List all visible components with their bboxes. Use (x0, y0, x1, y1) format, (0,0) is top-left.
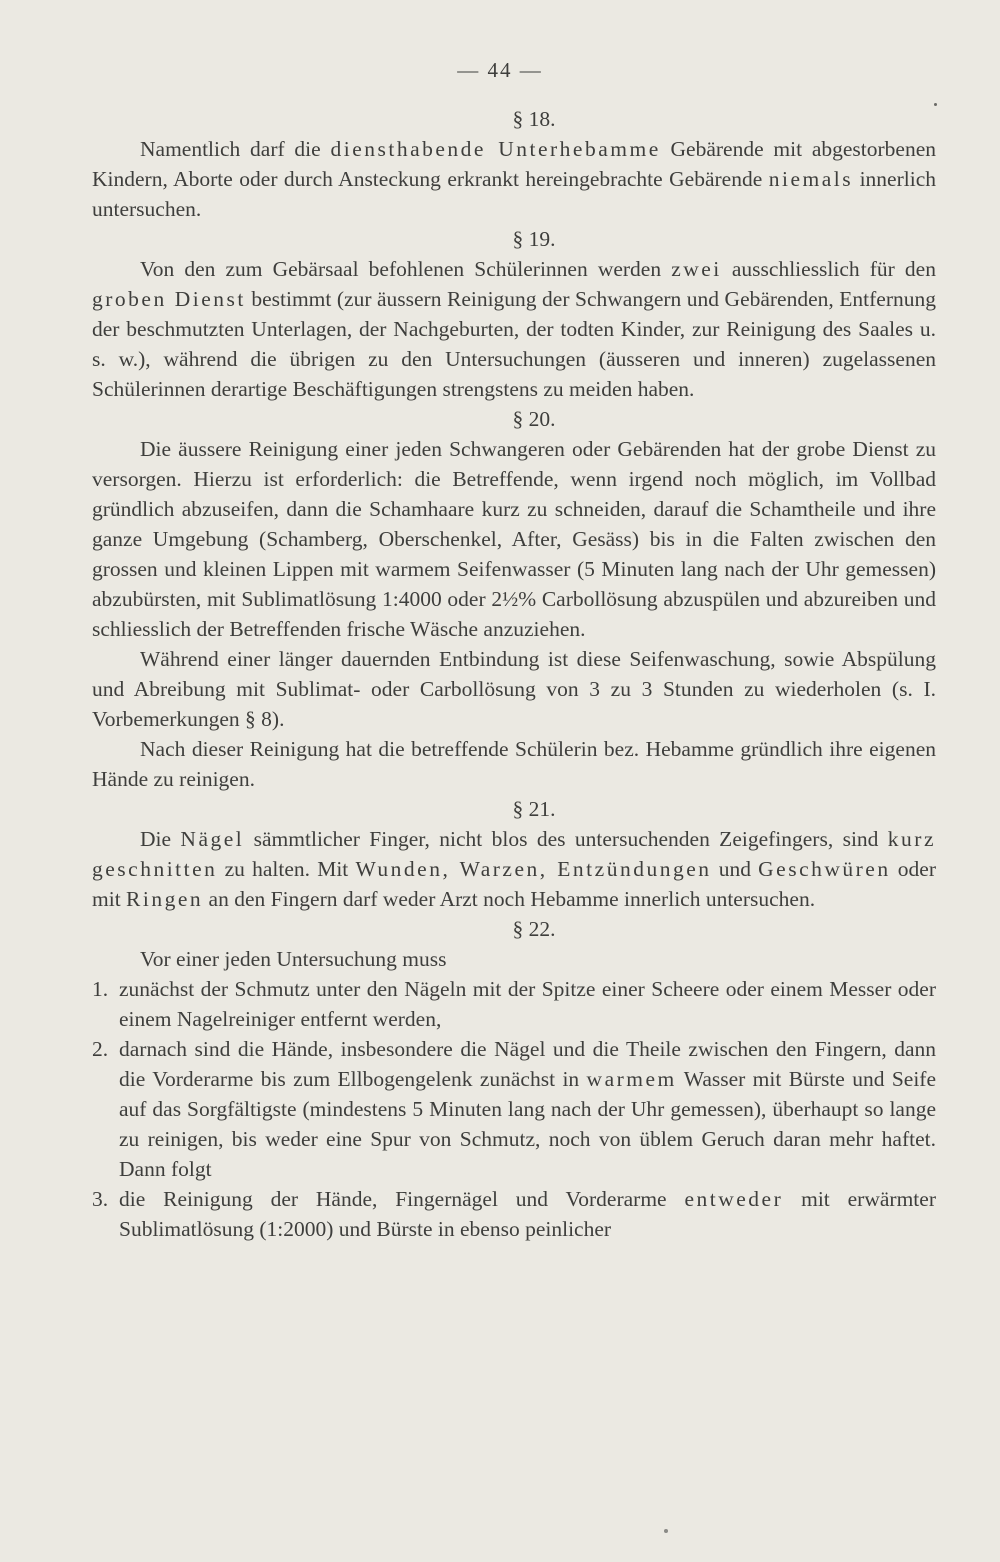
emphasis-text: kurz geschnitten (92, 827, 936, 881)
emphasis-text: groben Dienst (92, 287, 246, 311)
speck-mark (664, 1529, 668, 1533)
numbered-list (92, 974, 936, 1244)
emphasis-text: Nägel (180, 827, 245, 851)
list-item: 1. zunächst der Schmutz unter den Nägeln mit der Spitze einer Scheere oder einem Messer oder einem Nagelreiniger entfernt werden, (92, 974, 936, 1034)
list-number: 1. (92, 977, 109, 1001)
list-item: 2. darnach sind die Hände, insbesondere die Nägel und die Theile zwischen den Fingern, dann die Vorderarme bis zum Ellbogengelenk zunächst in warmem Wasser mit Bürste und Seife auf das Sorgfältigste (mindestens 5 Minuten lang nach der Uhr gemessen), überhaupt so lange zu reinigen, bis weder eine Spur von Schmutz, noch von üblem Geruch daran mehr haftet. Dann folgt (92, 1034, 936, 1184)
paragraph-22-intro: Vor einer jeden Untersuchung muss (140, 947, 447, 971)
paragraph-21: Die Nägel sämmtlicher Finger, nicht blos des untersuchenden Zeigefingers, sind kurz geschnitten zu halten. Mit Wunden, Warzen, Entzündungen und Geschwüren oder mit Ringen an den Fingern darf weder Arzt noch Hebamme innerlich untersuchen. (92, 827, 937, 911)
paragraph-19: Von den zum Gebärsaal befohlenen Schülerinnen werden zwei ausschliesslich für den groben Dienst bestimmt (zur äussern Reinigung der Schwangern und Gebärenden, Entfernung der beschmutzten Unterlagen, der Nachgeburten, der todten Kinder, zur Reinigung des Saales u. s. w.), während die übrigen zu den Untersuchungen (äusseren und inneren) zugelassenen Schülerinnen derartige Beschäftigungen strengstens zu meiden haben. (92, 257, 936, 401)
section-heading-21: § 21. (512, 797, 556, 821)
emphasis-text: diensthabende Unterhebamme (330, 137, 661, 161)
emphasis-text: Wunden, Warzen, Entzündungen (355, 857, 712, 881)
paragraph-18: Namentlich darf die diensthabende Unterhebamme Gebärende mit abgestorbenen Kindern, Aborte oder durch Ansteckung erkrankt hereingebrachte Gebärende niemals innerlich untersuchen. (92, 137, 936, 221)
emphasis-text: niemals (768, 167, 854, 191)
section-heading-19: § 19. (512, 227, 556, 251)
emphasis-text: warmem (586, 1067, 677, 1091)
emphasis-text: Geschwüren (758, 857, 891, 881)
page-body (92, 104, 936, 1244)
list-item: 3. die Reinigung der Hände, Fingernägel und Vorderarme entweder mit erwärmter Sublimatlösung (1:2000) und Bürste in ebenso peinlicher (92, 1184, 936, 1244)
paragraph-20-2: Während einer länger dauernden Entbindung ist diese Seifenwaschung, sowie Abspülung und Abreibung mit Sublimat- oder Carbollösung von 3 zu 3 Stunden zu wiederholen (s. I. Vorbemerkungen § 8). (92, 647, 936, 731)
paragraph-20-1: Die äussere Reinigung einer jeden Schwangeren oder Gebärenden hat der grobe Dienst zu versorgen. Hierzu ist erforderlich: die Betreffende, wenn irgend noch möglich, im Vollbad gründlich abzuseifen, dann die Schamhaare kurz zu schneiden, darauf die Schamtheile und ihre ganze Umgebung (Schamberg, Oberschenkel, After, Gesäss) bis in die Falten zwischen den grossen und kleinen Lippen mit warmem Seifenwasser (5 Minuten lang nach der Uhr gemessen) abzubürsten, mit Sublimatlösung 1:4000 oder 2½% Carbollösung abzuspülen und abzureiben und schliesslich der Betreffenden frische Wäsche anzuziehen. (92, 437, 936, 641)
section-heading-20: § 20. (512, 407, 556, 431)
section-heading-22: § 22. (512, 917, 556, 941)
list-number: 3. (92, 1187, 109, 1211)
list-number: 2. (92, 1037, 109, 1061)
page-number: — 44 — (457, 58, 543, 82)
emphasis-text: Ringen (126, 887, 204, 911)
section-heading-18: § 18. (512, 107, 556, 131)
emphasis-text: entweder (684, 1187, 784, 1211)
paragraph-20-3: Nach dieser Reinigung hat die betreffende Schülerin bez. Hebamme gründlich ihre eigenen Hände zu reinigen. (92, 737, 936, 791)
emphasis-text: zwei (671, 257, 722, 281)
